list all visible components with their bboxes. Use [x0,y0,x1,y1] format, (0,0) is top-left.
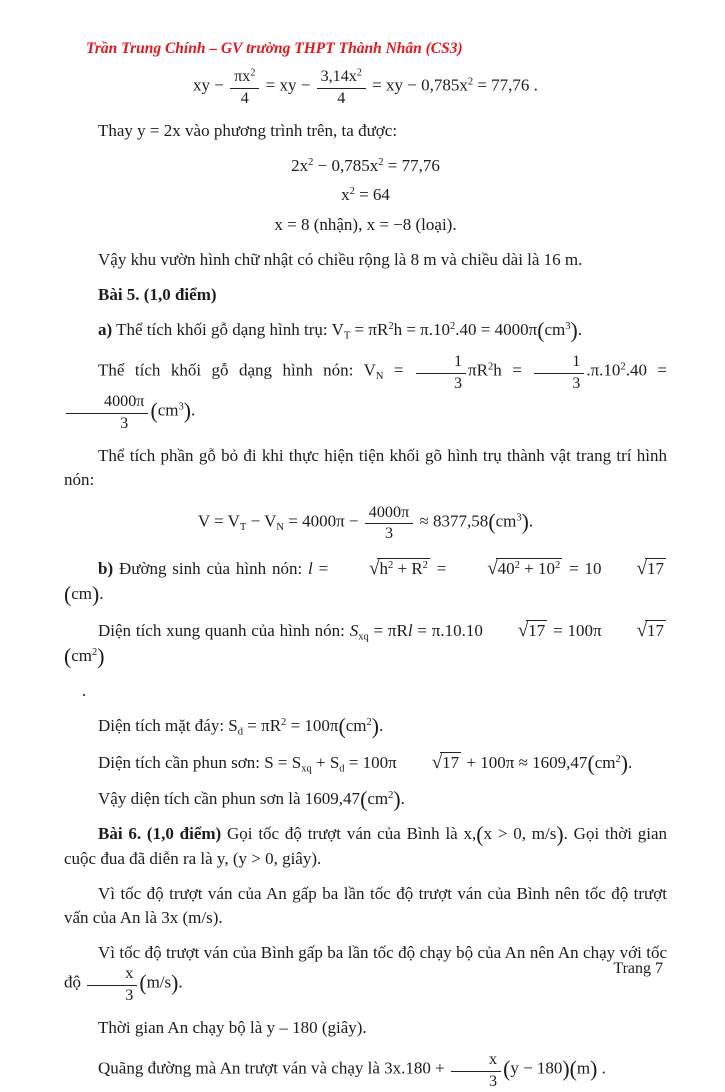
italic-symbol: S [349,620,359,640]
square-root [603,617,666,644]
paragraph: Vì tốc độ trượt ván của An gấp ba lần tốc độ trượt ván của Bình nên tốc độ trượt vấn của An là 3x (m/s). [64,883,667,927]
radicand: 17 [442,753,460,773]
square-root [335,555,430,582]
fraction-numerator: 1 [416,353,466,374]
paragraph: Vì tốc độ trượt ván của Bình gấp ba lần tốc độ chạy bộ của An nên An chạy với tốc độ $\frac{x}{3}$ (m/s). [64,942,667,1004]
big-parenthesis: ( [150,399,158,424]
square-root [453,555,562,582]
superscript: 2 [388,321,394,333]
subscript: T [343,330,351,342]
superscript: 3 [565,321,571,333]
equation-line: $2x^2 - 0,785x^2 = 77,76$ [291,156,440,176]
paragraph: Vậy diện tích cần phun sơn là $1609,47(cm^2)$. [98,787,405,812]
radicand: $h^2 + R^2$ [379,558,428,578]
big-parenthesis: ( [488,509,496,534]
fraction-numerator: 4000π [365,504,413,525]
equation-line: $x^2 = 64$ [341,185,390,205]
fraction-numerator: 1 [534,353,584,374]
radical-sign: √ [431,752,443,774]
fraction-denominator: 4 [240,89,249,107]
fraction-denominator: 4 [337,89,346,107]
big-parenthesis: ( [64,582,72,607]
subscript: xq [358,631,369,643]
fraction-denominator: 3 [453,374,463,392]
square-root [398,749,461,776]
big-parenthesis: ) [556,823,564,848]
superscript: 2 [450,321,456,333]
fraction [66,393,148,433]
big-parenthesis: ( [569,1057,577,1082]
paragraph: Quãng đường mà An trượt ván và chạy là 3x.180 + $\frac{x}{3}$ (y − 180)(m) . [98,1051,606,1090]
paragraph: Diện tích cần phun sơn: $S = S_{xq} + S_d = 100\pi$ $√17 + 100\pi \approx 1609,47(cm^2)$. [64,749,667,776]
fraction-numerator: x [451,1051,501,1072]
bold-text: Bài 5. (1,0 điểm) [98,284,217,304]
fraction-numerator: 4000π [66,393,148,414]
paragraph: Diện tích xung quanh của hình nón: $S_{xq} = \pi Rl = \pi.10.10$ √17 = 100π $√17(cm^2)$ [64,617,667,668]
subscript: N [375,371,384,383]
square-root [603,555,666,582]
superscript: 2 [467,76,474,88]
square-root [484,617,547,644]
superscript: 2 [615,754,621,766]
paragraph: Thể tích khối gỗ dạng hình nón: $V_N$ = $\frac{1}{3}$ $\pi R^2h$ = $\frac{1}{3}$ $.\pi.10^2.40$ = $\frac{4000\pi}{3}$ $(cm^3)$. [64,353,667,433]
fraction-denominator: 3 [572,374,581,392]
paragraph: a) Thể tích khối gỗ dạng hình trụ: $V_T = \pi R^2h = \pi.10^2.40 = 4000\pi(cm^3)$. [98,318,582,343]
big-parenthesis: ) [570,318,578,343]
superscript: 2 [378,157,384,169]
equation-line: x = 8 (nhận), x = −8 (loại). [274,214,457,234]
paragraph: Thể tích phần gỗ bỏ đi khi thực hiện tiện khối gõ hình trụ thành vật trang trí hình nón: [64,446,667,490]
subscript: N [276,521,285,533]
bold-text: Bài 6. (1,0 điểm) [98,824,222,844]
superscript: 2 [514,559,520,571]
subscript: d [237,726,244,738]
superscript: 2 [281,717,287,729]
big-parenthesis: ( [587,751,595,776]
fraction [87,965,137,1005]
big-parenthesis: ) [97,644,105,669]
paragraph: . [82,681,87,701]
fraction-numerator: $3,14x^2$ [317,68,366,89]
superscript: 2 [620,361,626,373]
big-parenthesis: ) [171,971,179,996]
big-parenthesis: ( [139,971,147,996]
superscript: 3 [178,401,184,413]
radical-sign: √ [487,557,498,579]
big-parenthesis: ( [476,823,484,848]
radicand: $40^2 + 10^2$ [497,558,561,578]
superscript: 3 [516,512,522,524]
radicand: 17 [528,620,546,640]
superscript: 2 [555,559,561,571]
superscript: 2 [388,790,394,802]
radicand: 17 [647,558,664,578]
superscript: 2 [366,717,372,729]
superscript: 2 [308,157,314,169]
fraction [451,1051,501,1091]
big-parenthesis: ( [64,644,72,669]
paragraph: b) Đường sinh của hình nón: $l = √h^2 + R^2 = √40^2 + 10^2 = 10$ √17(cm). [64,555,667,606]
fraction-denominator: 3 [120,414,129,432]
subscript: T [239,521,247,533]
superscript: 2 [487,361,494,373]
paragraph: Thay y = 2x vào phương trình trên, ta được: [98,121,398,141]
big-parenthesis: ) [92,582,100,607]
equation-line: $V = V_T - V_N = 4000\pi$ − $\frac{4000\pi}{3}$ ≈ $8377,58(cm^3)$. [197,503,534,543]
fraction [416,353,466,393]
superscript: 2 [349,186,355,198]
italic-symbol: l [407,620,413,640]
big-parenthesis: ) [183,399,191,424]
radical-sign: √ [369,557,380,579]
subscript: d [339,764,345,775]
big-parenthesis: ) [590,1057,598,1082]
fraction-denominator: 3 [488,1072,498,1090]
equation-line: xy − $\frac{\pi x^2}{4}$ = xy − $\frac{3,14x^2}{4}$ = xy − $0,785x^2 = 77,76$ . [193,67,538,107]
fraction [365,504,413,544]
fraction [534,353,584,393]
big-parenthesis: ) [371,714,380,739]
radical-sign: √ [636,557,647,579]
page-number: Trang 7 [613,960,663,977]
paragraph: Thời gian An chạy bộ là y – 180 (giây). [98,1018,367,1038]
superscript: 2 [250,67,256,79]
radical-sign: √ [636,619,648,641]
document-body [64,68,667,1092]
paragraph: Vậy khu vườn hình chữ nhật có chiều rộng là 8 m và chiều dài là 16 m. [98,249,583,269]
subscript: xq [301,764,312,775]
superscript: 2 [92,647,98,659]
italic-symbol: l [308,558,313,578]
paragraph: Bài 6. (1,0 điểm) Gọi tốc độ trượt ván của Bình là x,(x > 0, m/s). Gọi thời gian cuộc đua đã diễn ra là y, (y > 0, giây). [64,823,667,868]
big-parenthesis: ( [537,318,545,343]
big-parenthesis: ) [620,751,628,776]
bold-text: a) [98,319,113,339]
big-parenthesis: ( [360,787,368,812]
big-parenthesis: ) [562,1057,570,1082]
big-parenthesis: ) [521,509,529,534]
document-header: Trần Trung Chính – GV trường THPT Thành Nhân (CS3) [86,40,463,57]
fraction-denominator: 3 [125,986,134,1004]
fraction-numerator: x [87,965,137,986]
superscript: 2 [387,559,394,571]
superscript: 2 [422,559,428,571]
big-parenthesis: ( [338,714,346,739]
section-heading [64,283,667,307]
fraction [317,68,366,108]
big-parenthesis: ) [393,787,401,812]
fraction-denominator: 3 [384,525,394,543]
fraction-numerator: $\pi x^2$ [230,68,259,89]
radical-sign: √ [517,619,529,641]
radicand: 17 [647,620,665,640]
big-parenthesis: ( [503,1057,511,1082]
superscript: 2 [356,67,362,79]
bold-text: b) [98,558,114,578]
fraction [230,68,259,108]
paragraph: Diện tích mặt đáy: $S_d = \pi R^2 = 100\pi(cm^2)$. [98,714,384,739]
